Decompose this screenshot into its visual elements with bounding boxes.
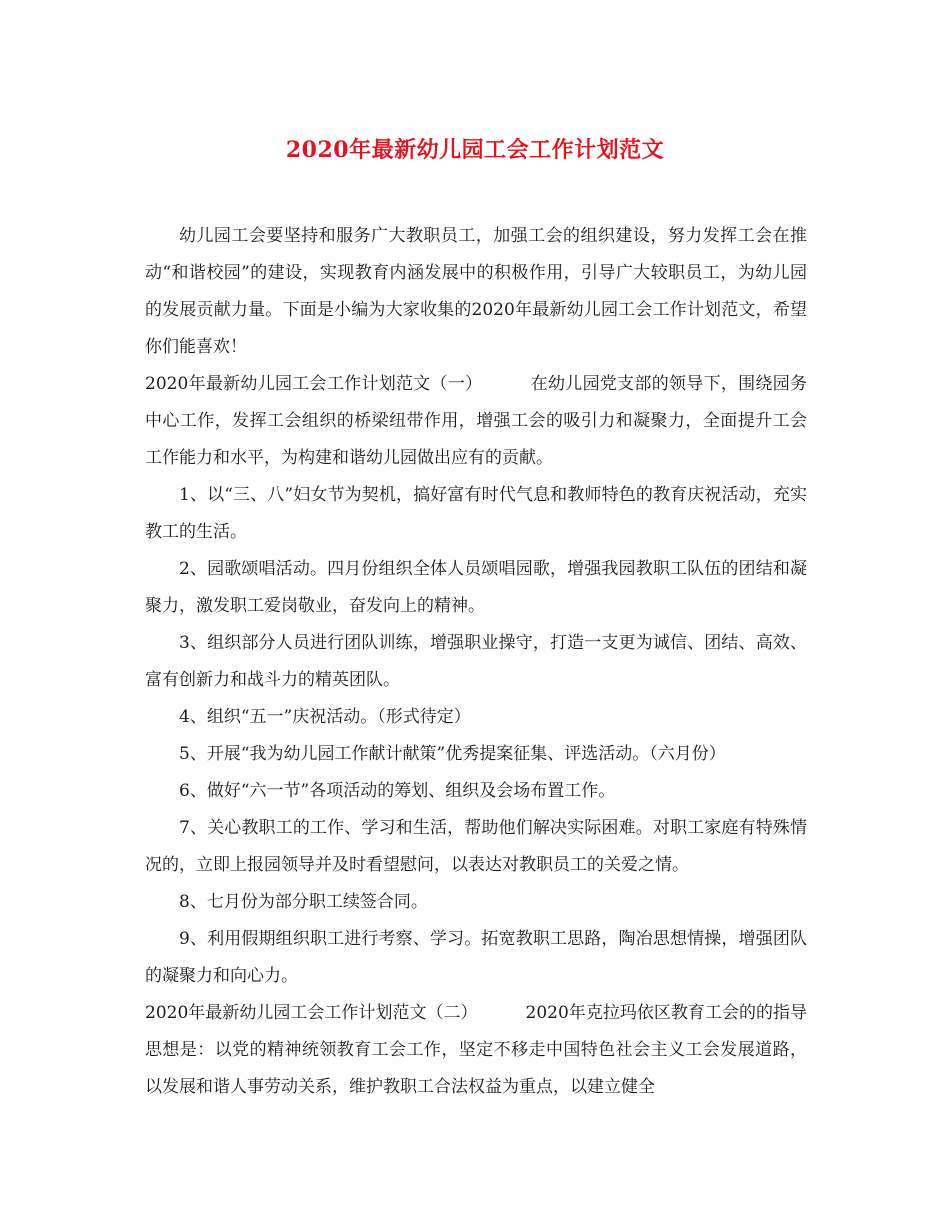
section-2-paragraph bbox=[145, 995, 807, 1106]
list-item: 4、组织“五一”庆祝活动。（形式待定） bbox=[179, 707, 471, 727]
document-title: 2020年最新幼儿园工会工作计划范文 bbox=[285, 137, 665, 163]
intro-paragraph: 幼儿园工会要坚持和服务广大教职员工，加强工会的组织建设，努力发挥工会在推动“和谐校园”的建设，实现教育内涵发展中的积极作用，引导广大较职员工，为幼儿园的发展贡献力量。下面是小编为大家收集的2020年最新幼儿园工会工作计划范文，希望你们能喜欢！ bbox=[145, 226, 807, 357]
list-item: 2、园歌颂唱活动。四月份组织全体人员颂唱园歌，增强我园教职工队伍的团结和凝聚力，激发职工爱岗敬业，奋发向上的精神。 bbox=[145, 559, 807, 616]
section-2-heading: 2020年最新幼儿园工会工作计划范文（二） bbox=[145, 1003, 478, 1023]
section-1-heading: 2020年最新幼儿园工会工作计划范文（一） bbox=[145, 374, 483, 394]
section-1-text: 在幼儿园党支部的领导下，围绕园务中心工作，发挥工会组织的桥梁纽带作用，增强工会的吸引力和凝聚力，全面提升工会工作能力和水平，为构建和谐幼儿园做出应有的贡献。 bbox=[145, 374, 808, 468]
list-item: 6、做好“六一节”各项活动的筹划、组织及会场布置工作。 bbox=[179, 781, 616, 801]
section-2-text: 2020年克拉玛依区教育工会的的指导思想是：以党的精神统领教育工会工作，坚定不移走中国特色社会主义工会发展道路，以发展和谐人事劳动关系，维护教职工合法权益为重点，以建立健全 bbox=[145, 1003, 807, 1097]
section-1-paragraph bbox=[145, 366, 807, 477]
list-item: 1、以“三、八”妇女节为契机，搞好富有时代气息和教师特色的教育庆祝活动，充实教工的生活。 bbox=[145, 485, 807, 542]
document-body bbox=[145, 218, 807, 1106]
list-item: 9、利用假期组织职工进行考察、学习。拓宽教职工思路，陶冶思想情操，增强团队的凝聚力和向心力。 bbox=[145, 929, 807, 986]
list-item: 5、开展“我为幼儿园工作献计献策”优秀提案征集、评选活动。（六月份） bbox=[179, 744, 726, 764]
list-item: 3、组织部分人员进行团队训练，增强职业操守，打造一支更为诚信、团结、高效、富有创新力和战斗力的精英团队。 bbox=[145, 633, 807, 690]
list-item: 8、七月份为部分职工续签合同。 bbox=[179, 892, 428, 912]
list-item: 7、关心教职工的工作、学习和生活，帮助他们解决实际困难。对职工家庭有特殊情况的，立即上报园领导并及时看望慰问，以表达对教职员工的关爱之情。 bbox=[145, 818, 807, 875]
